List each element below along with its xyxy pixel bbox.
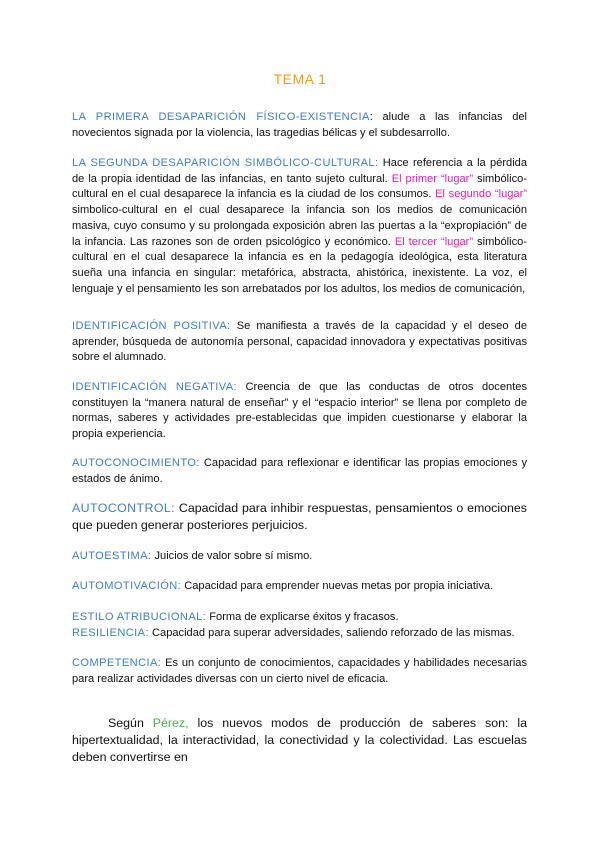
definition-text: simbólico-cultural en el cual desaparece la infancia es la ciudad de los consumos. — [72, 172, 527, 201]
highlight-segundo-lugar: El segundo “lugar” — [435, 188, 527, 201]
definition-text: Forma de explicarse éxitos y fracasos. — [206, 611, 399, 623]
definition-text: Es un conjunto de conocimientos, capacidades y habilidades necesarias para realizar actividades diversas con un cierto nivel de eficacia. — [72, 657, 527, 685]
definition-text: Capacidad para emprender nuevas metas por propia iniciativa. — [181, 580, 494, 592]
paragraph-autoconocimiento — [72, 456, 527, 487]
term-competencia: COMPETENCIA: — [72, 657, 162, 669]
paragraph-automotivacion — [72, 579, 527, 595]
term-identificacion-negativa: IDENTIFICACIÓN NEGATIVA: — [72, 381, 237, 393]
page-title: TEMA 1 — [273, 71, 327, 87]
term-resiliencia: RESILIENCIA: — [72, 627, 149, 639]
paragraph-identificacion-positiva — [72, 319, 527, 366]
term-primera-desaparicion: LA PRIMERA DESAPARICIÓN FÍSICO-EXISTENCIA — [72, 111, 370, 123]
paragraph-primera-desaparicion — [72, 110, 527, 141]
paragraph-identificacion-negativa — [72, 380, 527, 443]
definition-text: : alude a las infancias del novecientos signada por la violencia, las tragedias bélicas y el subdesarrollo. — [72, 111, 528, 139]
paragraph-segunda-desaparicion — [72, 156, 527, 297]
definition-text: Juicios de valor sobre sí mismo. — [151, 550, 313, 562]
term-estilo-atribucional: ESTILO ATRIBUCIONAL: — [72, 611, 207, 623]
definition-text: simbolico-cultural en el cual desaparece la infancia son los medios de comunicación masiva, cuyo consumo y su prolongada exposición abren las puertas a la “expropiación” de la infancia. Las razones son de orden psicológico y económico. — [72, 204, 527, 248]
highlight-primer-lugar: El primer “lugar” — [391, 172, 474, 185]
body-text: Según — [108, 716, 153, 730]
paragraph-autoestima — [72, 549, 527, 565]
author-perez: Pérez, — [152, 716, 189, 730]
term-identificacion-positiva: IDENTIFICACIÓN POSITIVA: — [72, 320, 231, 332]
definition-text: Se manifiesta a través de la capacidad y el deseo de aprender, búsqueda de autonomía personal, capacidad innovadora y expectativas positivas sobre el alumnado. — [72, 320, 527, 364]
term-autocontrol: AUTOCONTROL: — [72, 501, 176, 515]
paragraph-competencia — [72, 656, 527, 687]
paragraph-resiliencia — [72, 626, 527, 642]
definition-text: simbólico-cultural en el cual desaparece la infancia es en la pedagogía ideológica, esta literatura sueña una infancia en singular: metafórica, abstracta, ahistórica, inexistente. La voz, el lenguaje y el pensamiento les son arrebatados por los adultos, los medios de comunicación, — [72, 235, 527, 295]
term-segunda-desaparicion: LA SEGUNDA DESAPARICIÓN SIMBÓLICO-CULTURAL: — [72, 157, 379, 169]
definition-text: Hace referencia a la pérdida de la propia identidad de las infancias, en tanto sujeto cultural. — [72, 157, 528, 185]
paragraph-segun-perez — [72, 715, 527, 766]
definition-text: Capacidad para reflexionar e identificar las propias emociones y estados de ánimo. — [72, 457, 527, 485]
definition-text: Creencia de que las conductas de otros docentes constituyen la “manera natural de enseñar” y el “espacio interior” se llena por completo de normas, saberes y actividades pre-establecidas que impiden cuestionarse y elaborar la propia experiencia. — [72, 381, 527, 441]
term-autoestima: AUTOESTIMA: — [72, 550, 152, 562]
body-text: los nuevos modos de producción de saberes son: la hipertextualidad, la interactividad, la conectividad y la colectividad. Las escuelas deben convertirse en — [72, 716, 527, 764]
definition-text: Capacidad para inhibir respuestas, pensamientos o emociones que pueden generar posteriores perjuicios. — [72, 501, 527, 532]
paragraph-estilo-atribucional — [72, 610, 527, 626]
term-automotivacion: AUTOMOTIVACIÓN: — [72, 580, 182, 592]
term-autoconocimiento: AUTOCONOCIMIENTO: — [72, 457, 200, 469]
definition-text: Capacidad para superar adversidades, saliendo reforzado de las mismas. — [148, 627, 515, 639]
paragraph-autocontrol — [72, 500, 527, 534]
highlight-tercer-lugar: El tercer “lugar” — [394, 235, 474, 248]
